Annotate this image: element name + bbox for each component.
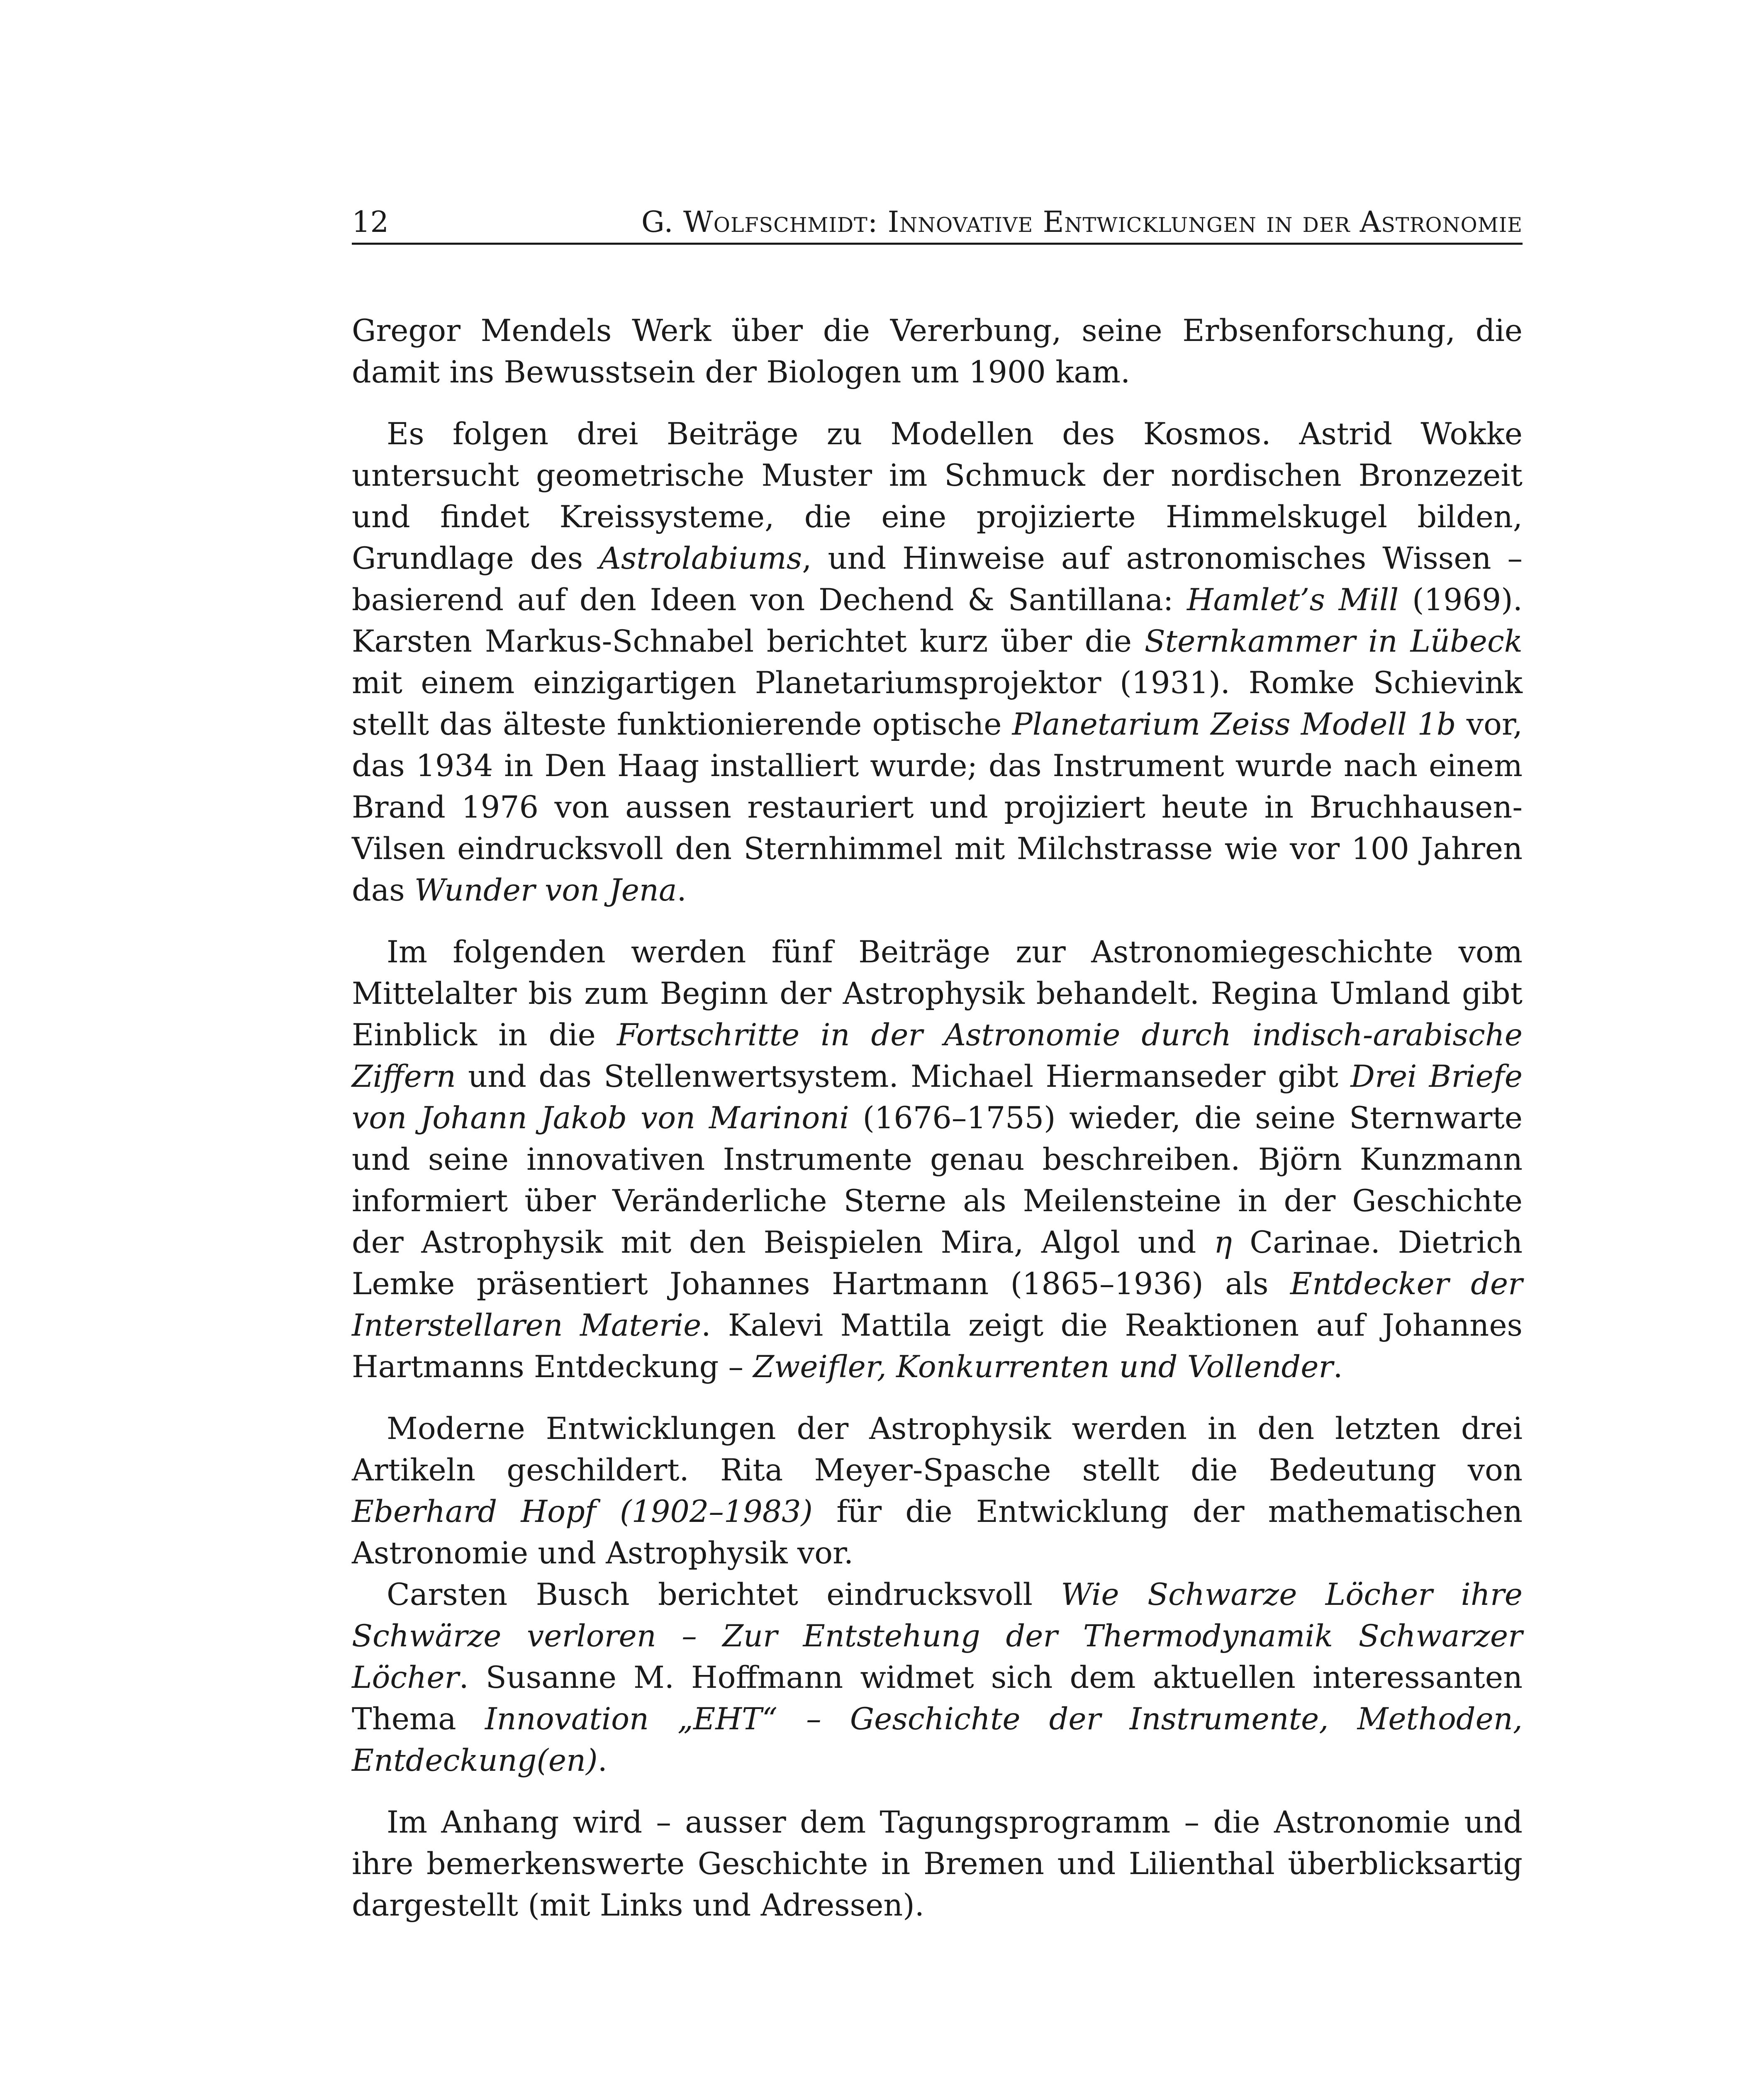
italic-title: Wie Schwarze Löcher ihre Schwärze verloren – Zur Entstehung der Thermodynamik Schwarzer Löcher [352, 1577, 1523, 1695]
paragraph [352, 1574, 1523, 1782]
page-number: 12 [352, 205, 389, 239]
text-run: . [1333, 1349, 1343, 1385]
text-run: (1969). Karsten Markus-Schnabel berichtet kurz über die [352, 582, 1523, 659]
page-header [352, 201, 1523, 245]
italic-title: Fortschritte in der Astronomie durch indisch-arabische Ziffern [352, 1018, 1523, 1094]
text-run: (1676–1755) wieder, die seine Sternwarte und seine innovativen Instrumente genau beschreiben. Björn Kunzmann informiert über Veränderliche Sterne als Meilensteine in der Geschichte der Astrophysik mit den Beispielen Mira, Algol und [352, 1100, 1523, 1260]
text-run: für die Entwicklung der mathematischen Astronomie und Astrophysik vor. [352, 1494, 1523, 1571]
italic-title: Planetarium Zeiss Modell 1b [1012, 707, 1456, 742]
text-run: Gregor Mendels Werk über die Vererbung, seine Erbsenforschung, die damit ins Bewusstsein der Biologen um 1900 kam. [352, 313, 1523, 390]
italic-title: Eberhard Hopf (1902–1983) [352, 1494, 813, 1529]
text-run: und das Stellenwertsystem. Michael Hiermanseder gibt [456, 1059, 1351, 1094]
text-run: , und Hinweise auf astronomisches Wissen – basierend auf den Ideen von Dechend & Santillana: [352, 541, 1523, 618]
italic-title: Hamlet’s Mill [1187, 582, 1399, 618]
text-run: Carsten Busch berichtet eindrucksvoll [387, 1577, 1061, 1612]
italic-title: η [1213, 1225, 1232, 1260]
paragraph [352, 932, 1523, 1388]
paragraph [352, 310, 1523, 393]
text-run: Moderne Entwicklungen der Astrophysik werden in den letzten drei Artikeln geschildert. Rita Meyer-Spasche stellt die Bedeutung von [352, 1411, 1523, 1488]
italic-title: Innovation „EHT“ – Geschichte der Instrumente, Methoden, Entdeckung(en) [352, 1702, 1523, 1778]
italic-title: Zweifler, Konkurrenten und Vollender [753, 1349, 1333, 1385]
text-run: . [677, 873, 687, 908]
italic-title: Sternkammer in Lübeck [1144, 624, 1523, 659]
text-run: Im folgenden werden fünf Beiträge zur Astronomiegeschichte vom Mittelalter bis zum Beginn der Astrophysik behandelt. Regina Umland gibt Einblick in die [352, 935, 1523, 1053]
text-run: Es folgen drei Beiträge zu Modellen des Kosmos. Astrid Wokke untersucht geometrische Muster im Schmuck der nordischen Bronzezeit und findet Kreissysteme, die eine projizierte Himmelskugel bilden, Grundlage des [352, 416, 1523, 576]
italic-title: Wunder von Jena [414, 873, 677, 908]
text-run: vor, das 1934 in Den Haag installiert wurde; das Instrument wurde nach einem Brand 1976 von aussen restauriert und projiziert heute in Bruchhausen-Vilsen eindrucksvoll den Sternhimmel mit Milchstrasse wie vor 100 Jahren das [352, 707, 1523, 908]
text-run: Carinae. Dietrich Lemke präsentiert Johannes Hartmann (1865–1936) als [352, 1225, 1523, 1302]
italic-title: Entdecker der Interstellaren Materie [352, 1266, 1523, 1343]
text-run: . [597, 1743, 607, 1778]
italic-title: Drei Briefe von Johann Jakob von Marinoni [352, 1059, 1523, 1136]
paragraph [352, 414, 1523, 911]
text-run: . Kalevi Mattila zeigt die Reaktionen auf Johannes Hartmanns Entdeckung – [352, 1308, 1523, 1385]
body-text [352, 310, 1523, 1926]
italic-title: Astrolabiums [599, 541, 802, 576]
text-run: Im Anhang wird – ausser dem Tagungsprogramm – die Astronomie und ihre bemerkenswerte Geschichte in Bremen und Lilienthal überblicksartig dargestellt (mit Links und Adressen). [352, 1805, 1523, 1923]
text-run: . Susanne M. Hoffmann widmet sich dem aktuellen interessanten Thema [352, 1660, 1523, 1737]
paragraph [352, 1408, 1523, 1574]
running-title: G. Wolfschmidt: Innovative Entwicklungen in der Astronomie [641, 205, 1523, 239]
text-run: mit einem einzigartigen Planetariumsprojektor (1931). Romke Schievink stellt das älteste funktionierende optische [352, 665, 1523, 742]
paragraph [352, 1802, 1523, 1926]
